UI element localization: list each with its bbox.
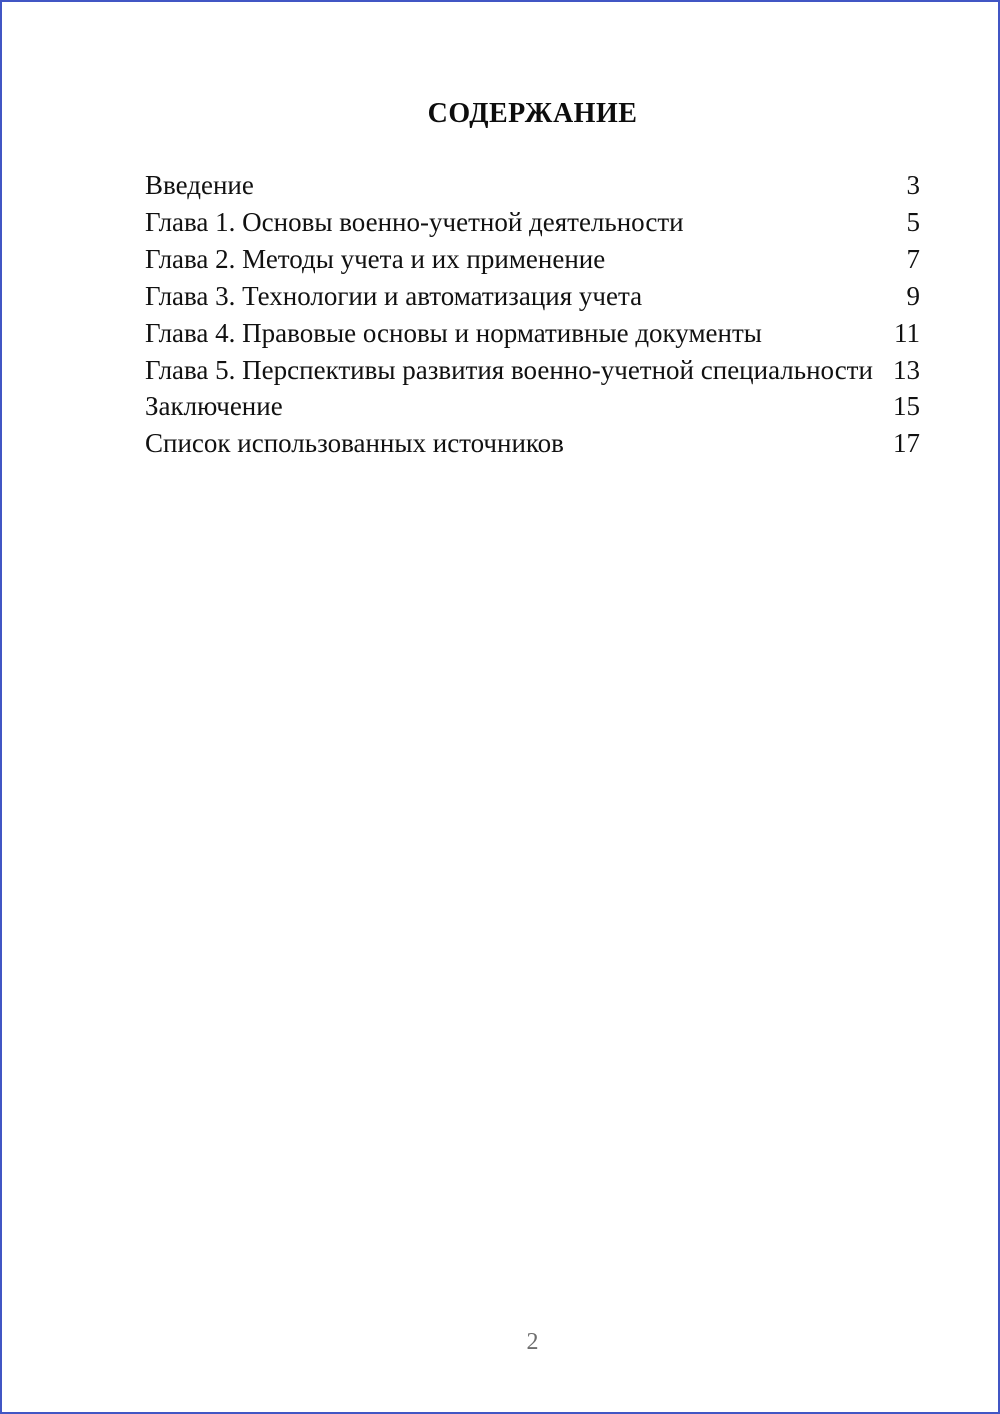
toc-entry-page-number: 17 bbox=[893, 428, 920, 459]
toc-entry bbox=[145, 204, 920, 241]
toc-entry-label: Глава 3. Технологии и автоматизация учета bbox=[145, 280, 643, 311]
toc-entry-label: Глава 4. Правовые основы и нормативные документы bbox=[145, 317, 762, 348]
toc-entry-page-number: 5 bbox=[906, 206, 920, 237]
toc-entry bbox=[145, 315, 920, 352]
toc-entry-page-number: 15 bbox=[893, 391, 920, 422]
toc-entry-label: Список использованных источников bbox=[145, 428, 564, 459]
toc-entry-label: Глава 5. Перспективы развития военно-учетной специальности bbox=[145, 354, 873, 385]
toc-entry-page-number: 3 bbox=[906, 170, 920, 200]
toc-entry-label: Глава 2. Методы учета и их применение bbox=[145, 243, 606, 274]
toc-entry-page-number: 7 bbox=[906, 243, 920, 274]
table-of-contents bbox=[145, 167, 920, 462]
toc-entry bbox=[145, 278, 920, 315]
toc-entry-page-number: 9 bbox=[906, 280, 920, 311]
toc-entry bbox=[145, 167, 920, 204]
toc-entry-page-number: 11 bbox=[894, 317, 920, 348]
toc-entry bbox=[145, 241, 920, 278]
page-content bbox=[145, 2, 920, 462]
toc-entry-label: Заключение bbox=[145, 391, 283, 422]
toc-entry bbox=[145, 425, 920, 462]
toc-entry-label: Глава 1. Основы военно-учетной деятельности bbox=[145, 206, 684, 237]
page-number-footer: 2 bbox=[526, 1329, 539, 1355]
toc-entry bbox=[145, 388, 920, 425]
toc-entry-page-number: 13 bbox=[893, 354, 920, 385]
toc-entry bbox=[145, 352, 920, 389]
toc-entry-label: Введение bbox=[145, 170, 254, 200]
page-title: СОДЕРЖАНИЕ bbox=[427, 98, 638, 129]
